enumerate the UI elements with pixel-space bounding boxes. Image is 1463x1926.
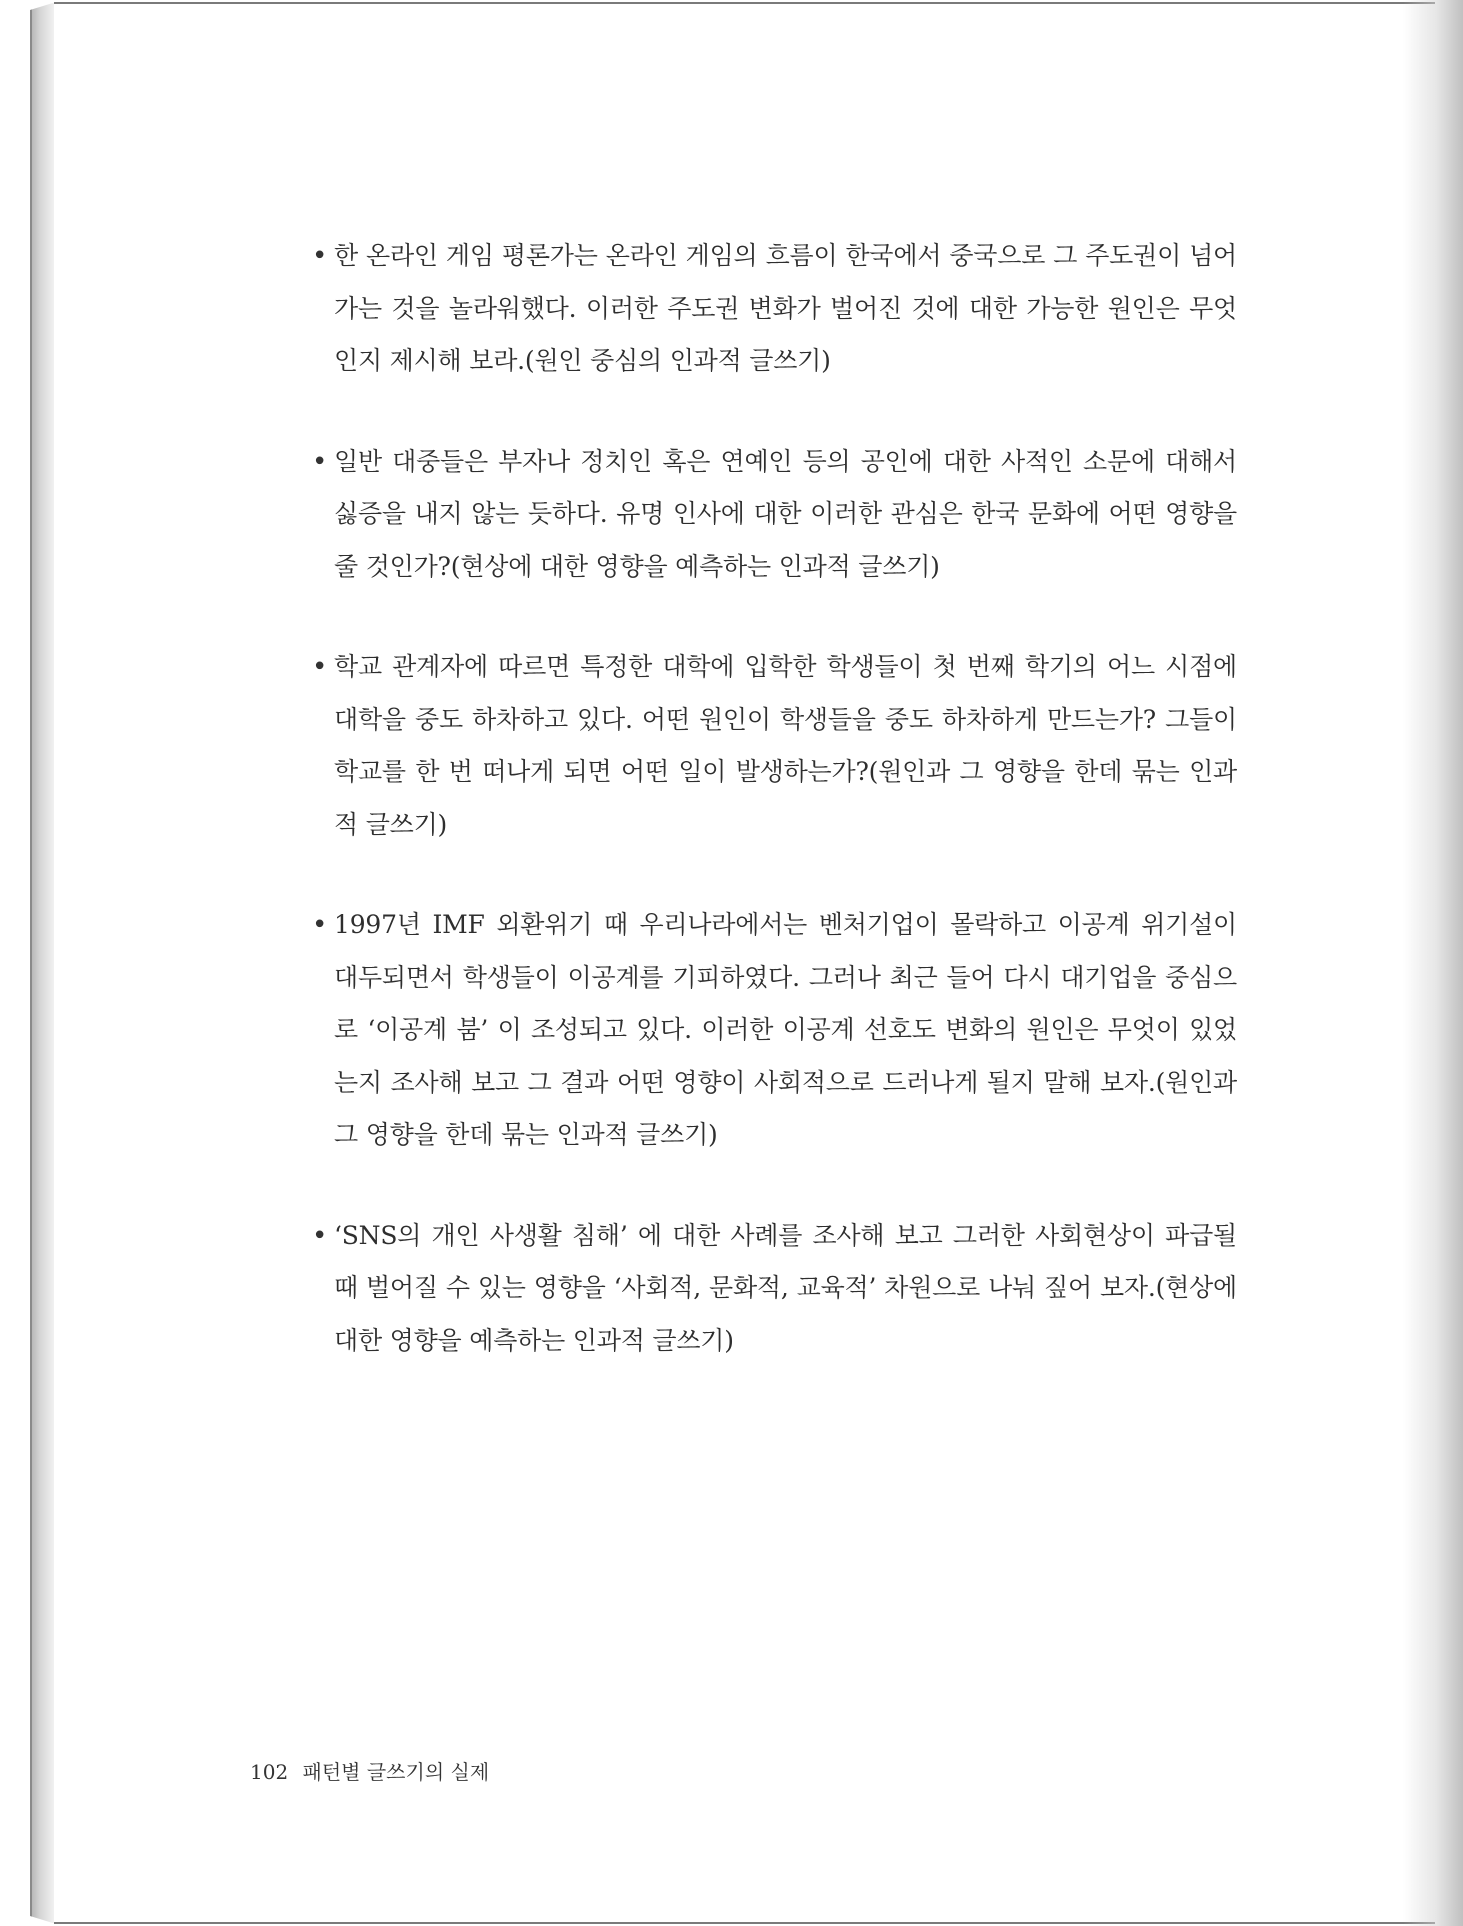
bullet-marker: • [312, 446, 328, 477]
list-item-text: ‘SNS의 개인 사생활 침해’ 에 대한 사례를 조사해 보고 그러한 사회현상이 파급될 때 벌어질 수 있는 영향을 ‘사회적, 문화적, 교육적’ 차원으로 나눠 짚어 보자.(현상에 대한 영향을 예측하는 인과적 글쓰기) [334, 1220, 1237, 1355]
bullet-marker: • [312, 1220, 328, 1251]
list-item-text: 1997년 IMF 외환위기 때 우리나라에서는 벤처기업이 몰락하고 이공계 위기설이 대두되면서 학생들이 이공계를 기피하였다. 그러나 최근 들어 다시 대기업을 중심으로 ‘이공계 붐’ 이 조성되고 있다. 이러한 이공계 선호도 변화의 원인은 무엇이 있었는지 조사해 보고 그 결과 어떤 영향이 사회적으로 드러나게 될지 말해 보자.(원인과 그 영향을 한데 묶는 인과적 글쓰기) [334, 910, 1237, 1149]
page-curl-shadow [1403, 0, 1463, 1926]
bullet-marker: • [312, 241, 328, 271]
page-number: 102 [250, 1760, 289, 1784]
book-spine-edge [30, 2, 56, 1924]
page-footer [250, 1756, 489, 1785]
list-item [312, 436, 1237, 594]
list-item [312, 899, 1237, 1162]
list-item-text: 일반 대중들은 부자나 정치인 혹은 연예인 등의 공인에 대한 사적인 소문에 대해서 싫증을 내지 않는 듯하다. 유명 인사에 대한 이러한 관심은 한국 문화에 어떤 영향을 줄 것인가?(현상에 대한 영향을 예측하는 인과적 글쓰기) [334, 446, 1237, 581]
list-item [312, 641, 1237, 851]
list-item-text: 한 온라인 게임 평론가는 온라인 게임의 흐름이 한국에서 중국으로 그 주도권이 넘어가는 것을 놀라워했다. 이러한 주도권 변화가 벌어진 것에 대한 가능한 원인은 무엇인지 제시해 보라.(원인 중심의 인과적 글쓰기) [334, 241, 1237, 375]
bullet-marker: • [312, 652, 328, 682]
list-item-text: 학교 관계자에 따르면 특정한 대학에 입학한 학생들이 첫 번째 학기의 어느 시점에 대학을 중도 하차하고 있다. 어떤 원인이 학생들을 중도 하차하게 만드는가? 그들이 학교를 한 번 떠나게 되면 어떤 일이 발생하는가?(원인과 그 영향을 한데 묶는 인과적 글쓰기) [334, 652, 1237, 839]
list-item [312, 230, 1237, 388]
list-item [312, 1210, 1237, 1368]
running-title: 패턴별 글쓰기의 실제 [302, 1760, 490, 1784]
bullet-marker: • [312, 910, 328, 940]
bullet-list [312, 230, 1237, 1415]
